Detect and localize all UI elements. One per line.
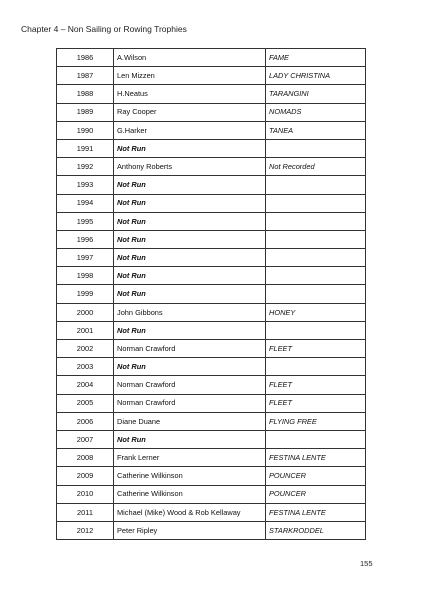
year-cell: 2000 bbox=[57, 303, 114, 321]
table-row bbox=[57, 467, 366, 485]
winner-cell: Catherine Wilkinson bbox=[114, 467, 266, 485]
winner-cell: Not Run bbox=[114, 176, 266, 194]
winner-cell: Norman Crawford bbox=[114, 376, 266, 394]
year-cell: 1986 bbox=[57, 49, 114, 67]
winner-cell: G.Harker bbox=[114, 121, 266, 139]
winner-cell: Not Run bbox=[114, 430, 266, 448]
winner-cell: Peter Ripley bbox=[114, 521, 266, 539]
boat-cell: FLEET bbox=[266, 340, 366, 358]
table-row bbox=[57, 503, 366, 521]
boat-cell: FAME bbox=[266, 49, 366, 67]
winner-cell: Catherine Wilkinson bbox=[114, 485, 266, 503]
boat-cell: FESTINA LENTE bbox=[266, 503, 366, 521]
boat-cell bbox=[266, 139, 366, 157]
year-cell: 1991 bbox=[57, 139, 114, 157]
year-cell: 1999 bbox=[57, 285, 114, 303]
boat-cell bbox=[266, 285, 366, 303]
winner-cell: John Gibbons bbox=[114, 303, 266, 321]
boat-cell: POUNCER bbox=[266, 467, 366, 485]
boat-cell: LADY CHRISTINA bbox=[266, 67, 366, 85]
boat-cell: HONEY bbox=[266, 303, 366, 321]
table-row bbox=[57, 449, 366, 467]
year-cell: 2005 bbox=[57, 394, 114, 412]
year-cell: 1988 bbox=[57, 85, 114, 103]
trophy-table-body bbox=[57, 49, 366, 540]
winner-cell: Not Run bbox=[114, 249, 266, 267]
year-cell: 2006 bbox=[57, 412, 114, 430]
table-row bbox=[57, 212, 366, 230]
table-row bbox=[57, 485, 366, 503]
year-cell: 1992 bbox=[57, 158, 114, 176]
boat-cell bbox=[266, 194, 366, 212]
boat-cell: POUNCER bbox=[266, 485, 366, 503]
table-row bbox=[57, 139, 366, 157]
page-number: 155 bbox=[360, 559, 373, 568]
boat-cell: TARANGINI bbox=[266, 85, 366, 103]
year-cell: 1997 bbox=[57, 249, 114, 267]
boat-cell bbox=[266, 212, 366, 230]
winner-cell: Not Run bbox=[114, 267, 266, 285]
winner-cell: Norman Crawford bbox=[114, 394, 266, 412]
boat-cell bbox=[266, 358, 366, 376]
year-cell: 1996 bbox=[57, 230, 114, 248]
table-row bbox=[57, 158, 366, 176]
year-cell: 1987 bbox=[57, 67, 114, 85]
table-row bbox=[57, 249, 366, 267]
year-cell: 2010 bbox=[57, 485, 114, 503]
winner-cell: Diane Duane bbox=[114, 412, 266, 430]
year-cell: 2004 bbox=[57, 376, 114, 394]
table-row bbox=[57, 394, 366, 412]
table-row bbox=[57, 412, 366, 430]
boat-cell bbox=[266, 267, 366, 285]
year-cell: 1989 bbox=[57, 103, 114, 121]
table-row bbox=[57, 358, 366, 376]
year-cell: 2012 bbox=[57, 521, 114, 539]
table-row bbox=[57, 67, 366, 85]
winner-cell: Not Run bbox=[114, 358, 266, 376]
winner-cell: Norman Crawford bbox=[114, 340, 266, 358]
table-row bbox=[57, 521, 366, 539]
boat-cell: FLYING FREE bbox=[266, 412, 366, 430]
table-row bbox=[57, 121, 366, 139]
chapter-header: Chapter 4 – Non Sailing or Rowing Trophies bbox=[21, 24, 187, 34]
boat-cell bbox=[266, 430, 366, 448]
winner-cell: Michael (Mike) Wood & Rob Kellaway bbox=[114, 503, 266, 521]
year-cell: 2007 bbox=[57, 430, 114, 448]
winner-cell: Len Mizzen bbox=[114, 67, 266, 85]
winner-cell: A.Wilson bbox=[114, 49, 266, 67]
table-row bbox=[57, 49, 366, 67]
table-row bbox=[57, 194, 366, 212]
boat-cell: Not Recorded bbox=[266, 158, 366, 176]
table-row bbox=[57, 376, 366, 394]
trophy-winners-table bbox=[56, 48, 366, 540]
year-cell: 2001 bbox=[57, 321, 114, 339]
boat-cell: STARKRODDEL bbox=[266, 521, 366, 539]
winner-cell: Frank Lerner bbox=[114, 449, 266, 467]
year-cell: 2011 bbox=[57, 503, 114, 521]
boat-cell bbox=[266, 249, 366, 267]
boat-cell: FLEET bbox=[266, 376, 366, 394]
boat-cell: TANEA bbox=[266, 121, 366, 139]
table-row bbox=[57, 267, 366, 285]
winner-cell: Not Run bbox=[114, 285, 266, 303]
boat-cell bbox=[266, 176, 366, 194]
year-cell: 1990 bbox=[57, 121, 114, 139]
year-cell: 2009 bbox=[57, 467, 114, 485]
boat-cell: NOMADS bbox=[266, 103, 366, 121]
table-row bbox=[57, 230, 366, 248]
winner-cell: Not Run bbox=[114, 230, 266, 248]
year-cell: 2008 bbox=[57, 449, 114, 467]
table-row bbox=[57, 285, 366, 303]
year-cell: 2002 bbox=[57, 340, 114, 358]
winner-cell: Not Run bbox=[114, 139, 266, 157]
winner-cell: Not Run bbox=[114, 321, 266, 339]
year-cell: 1994 bbox=[57, 194, 114, 212]
winner-cell: Anthony Roberts bbox=[114, 158, 266, 176]
year-cell: 1993 bbox=[57, 176, 114, 194]
table-row bbox=[57, 303, 366, 321]
year-cell: 1995 bbox=[57, 212, 114, 230]
winner-cell: Ray Cooper bbox=[114, 103, 266, 121]
table-row bbox=[57, 430, 366, 448]
winner-cell: H.Neatus bbox=[114, 85, 266, 103]
year-cell: 1998 bbox=[57, 267, 114, 285]
boat-cell bbox=[266, 230, 366, 248]
boat-cell: FESTINA LENTE bbox=[266, 449, 366, 467]
boat-cell: FLEET bbox=[266, 394, 366, 412]
year-cell: 2003 bbox=[57, 358, 114, 376]
table-row bbox=[57, 176, 366, 194]
table-row bbox=[57, 85, 366, 103]
table-row bbox=[57, 321, 366, 339]
winner-cell: Not Run bbox=[114, 194, 266, 212]
table-row bbox=[57, 340, 366, 358]
boat-cell bbox=[266, 321, 366, 339]
winner-cell: Not Run bbox=[114, 212, 266, 230]
table-row bbox=[57, 103, 366, 121]
